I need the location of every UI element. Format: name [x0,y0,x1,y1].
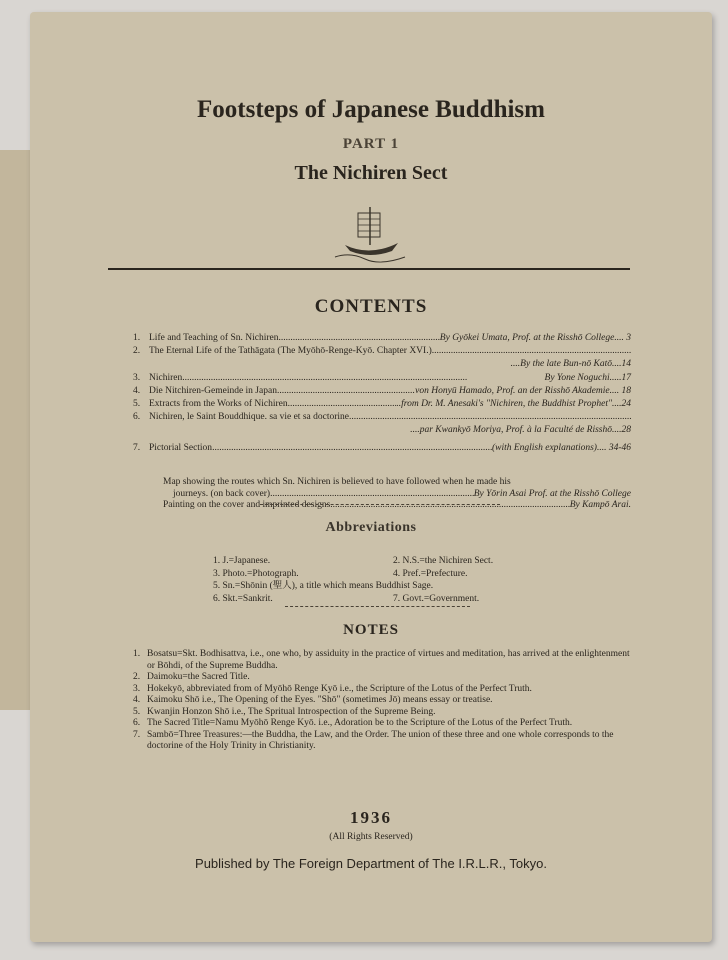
abbreviation-item: 3. Photo.=Photograph. [213,568,299,579]
toc-item [133,345,631,358]
map-author: By Yōrin Asai Prof. at the Risshō College [473,488,631,499]
note-text: Kwanjin Honzon Shō i.e., The Spritual Introspection of the Supreme Being. [147,706,436,717]
toc-number: 6. [133,412,141,423]
toc-number: 5. [133,399,141,410]
publisher-line: Published by The Foreign Department of The I.R.L.R., Tokyo. [195,856,547,871]
document-title: Footsteps of Japanese Buddhism [197,96,545,123]
note-number: 1. [133,649,141,659]
abbreviation-item: 4. Pref.=Prefecture. [393,568,468,579]
toc-number: 2. [133,346,141,357]
torn-page-edge [0,150,31,710]
toc-title: Extracts from the Works of Nichiren [149,399,288,410]
toc-title: Die Nitchiren-Gemeinde in Japan [149,385,277,396]
toc-title: Pictorial Section [149,442,213,453]
toc-author: von Honyū Hamado, Prof. an der Risshō Akademie.... 18 [415,385,631,396]
note-item [133,695,633,707]
publication-year: 1936 [350,808,392,827]
toc-item [133,411,631,424]
toc-title: Nichiren, le Saint Bouddhique. sa vie et sa doctorine... [149,412,357,423]
document-page [30,12,712,942]
toc-item [133,442,631,455]
abbreviation-item: 1. J.=Japanese. [213,556,271,566]
toc-author: By Yone Noguchi.....17 [544,372,631,383]
toc-author: (with English explanations).... 34-46 [491,442,631,453]
toc-title: The Eternal Life of the Tathāgata (The Myōhō-Renge-Kyō. Chapter XVI.) [149,346,432,357]
note-number: 7. [133,729,141,740]
note-item [133,718,633,730]
abbreviation-item: 2. N.S.=the Nichiren Sect. [393,556,494,566]
toc-author: ....By the late Bun-nō Katō....14 [510,359,631,370]
painting-credit-text: Painting on the cover and imprinted designs [163,500,331,510]
note-item [133,649,633,672]
note-item [133,730,633,753]
toc-author: By Gyōkei Umata, Prof. at the Risshō College.... 3 [439,333,631,343]
part-label: PART 1 [342,136,400,152]
toc-number: 4. [133,385,141,396]
note-number: 2. [133,672,141,682]
abbreviation-item: 7. Govt.=Government. [393,593,480,604]
notes-heading: NOTES [343,622,399,638]
divider [108,268,630,270]
toc-title: Life and Teaching of Sn. Nichiren [149,333,279,343]
toc-item [133,372,631,385]
note-text: Bosatsu=Skt. Bodhisattva, i.e., one who, by assiduity in the practice of virtues and meditation, has arrived at the enlightenment or Bōhdi, of the Supreme Buddha. [147,649,630,671]
abbreviations-list [213,555,573,605]
divider [260,504,500,505]
toc-item [133,332,631,345]
note-number: 4. [133,695,141,705]
toc-number: 7. [133,442,141,453]
ship-illustration-icon [330,197,410,267]
toc-title: Nichiren [149,372,183,383]
note-text: Hokekyō, abbreviated from of Myōhō Renge Kyō i.e., the Scripture of the Lotus of the Perfect Truth. [147,683,532,694]
table-of-contents [133,332,631,455]
rights-notice: (All Rights Reserved) [329,832,413,842]
divider [285,606,470,607]
toc-author: ....par Kwankyō Moriya, Prof. à la Faculté de Risshō....28 [410,425,631,436]
note-text: Sambō=Three Treasures:—the Buddha, the Law, and the Order. The union of these three and one whole corresponds to the doctorine of the Holy Trinity in Christianity. [147,729,614,751]
note-text: Kaimoku Shō i.e., The Opening of the Eyes. "Shō" (sometimes Jō) means essay or treatise. [147,695,493,705]
additional-credits [163,477,631,512]
notes-list [133,649,633,753]
note-item [133,672,633,684]
note-item [133,707,633,719]
note-item [133,684,633,696]
abbreviations-heading: Abbreviations [325,520,417,535]
abbreviation-item: 6. Skt.=Sankrit. [213,593,273,604]
map-credit-text: journeys. (on back cover) [173,488,271,499]
document-subtitle: The Nichiren Sect [294,162,448,184]
painting-author: By Kampō Arai. [569,500,631,510]
note-number: 5. [133,706,141,717]
toc-author: ..from Dr. M. Anesaki's "Nichiren, the Buddhist Prophet"....24 [396,399,631,410]
toc-number: 1. [133,333,141,343]
toc-item [133,385,631,398]
note-number: 3. [133,683,141,694]
note-text: The Sacred Title=Namu Myōhō Renge Kyō. i.e., Adoration be to the Scripture of the Lotus of the Perfect Truth. [147,718,573,728]
abbreviation-item: 5. Sn.=Shōnin (聖人), a title which means Buddhist Sage. [213,581,434,591]
note-text: Daimoku=the Sacred Title. [147,672,250,682]
note-number: 6. [133,718,141,728]
toc-item [133,398,631,411]
toc-number: 3. [133,372,141,383]
contents-heading: CONTENTS [314,296,428,317]
map-credit-text: Map showing the routes which Sn. Nichiren is believed to have followed when he made his [163,477,511,487]
